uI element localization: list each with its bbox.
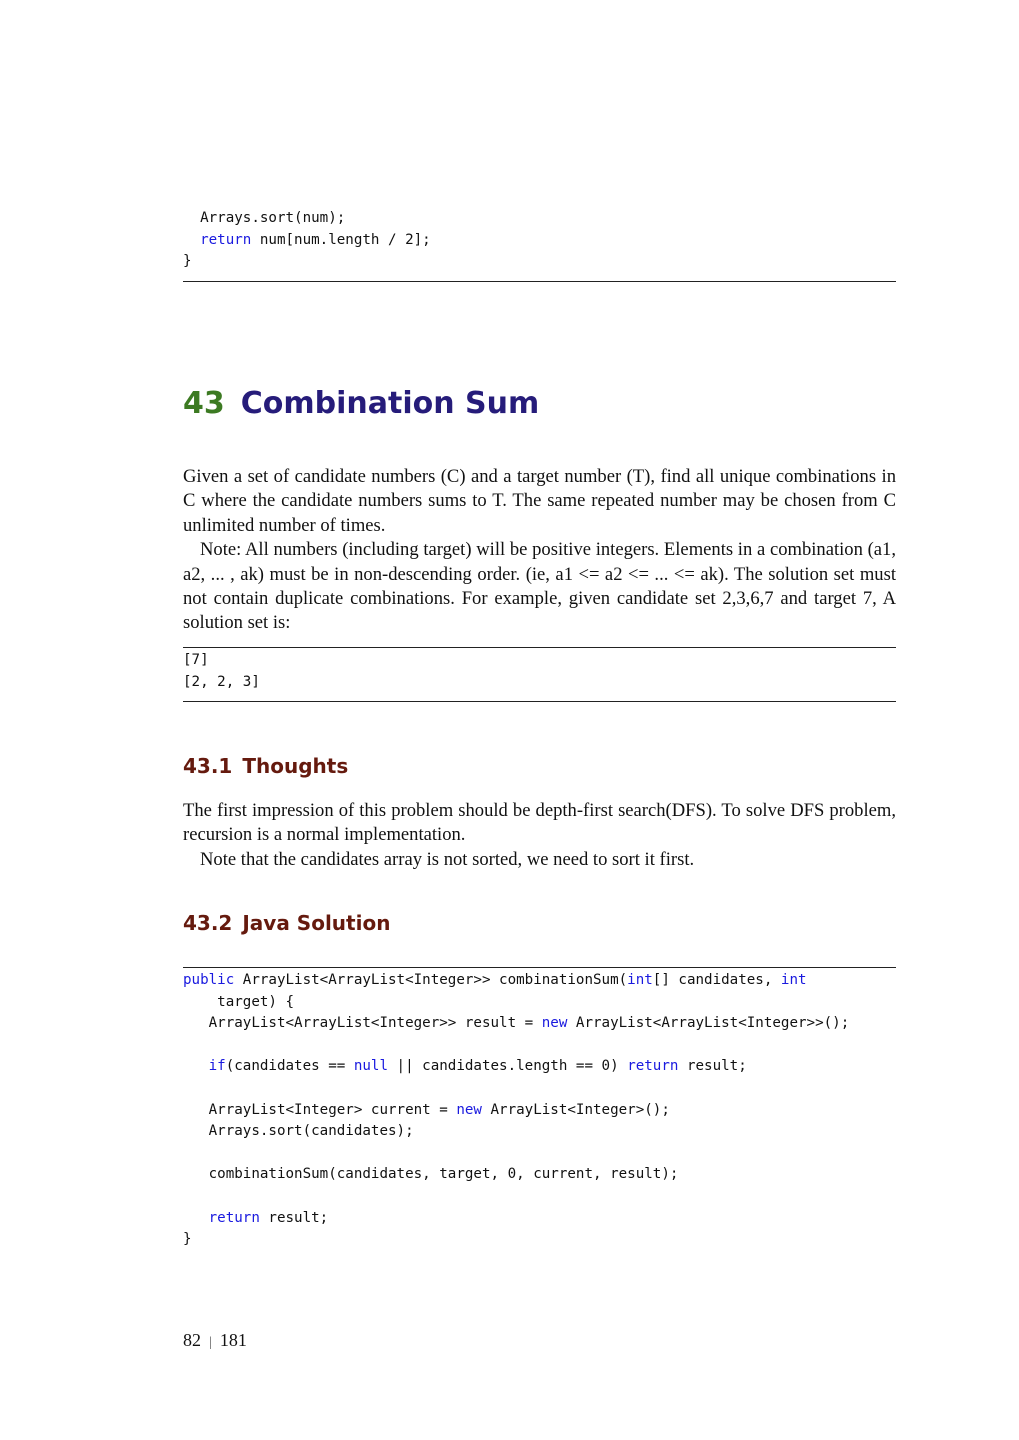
section-heading-java-solution — [183, 911, 896, 935]
code-keyword: if — [208, 1058, 226, 1075]
code-line — [183, 1164, 896, 1186]
example-output-code — [183, 650, 896, 693]
code-text: target) { — [183, 993, 295, 1010]
code-text: Arrays.sort(num); — [183, 210, 346, 226]
page-footer — [183, 1330, 896, 1351]
paragraph: The first impression of this problem should be depth-first search(DFS). To solve DFS problem, recursion is a normal implementation. — [183, 800, 896, 846]
code-text: } — [183, 253, 192, 270]
section-number: 43.2 — [183, 911, 233, 935]
code-line — [183, 251, 896, 273]
code-line — [183, 1121, 896, 1143]
code-keyword: null — [353, 1058, 389, 1075]
code-line — [183, 1208, 896, 1230]
paragraph: Note that the candidates array is not sorted, we need to sort it first. — [200, 848, 695, 870]
code-keyword: return — [200, 231, 252, 248]
paragraph: Note: All numbers (including target) will be positive integers. Elements in a combination (a1, a2, ... , ak) must be in non-descending order. (ie, a1 <= a2 <= ... <= ak). The solution set must not contain duplicate combinations. For example, given candidate set 2,3,6,7 and target 7, A solution set is: — [183, 539, 896, 634]
code-keyword: return — [208, 1209, 260, 1226]
code-text — [183, 1058, 209, 1074]
code-line — [183, 230, 896, 252]
code-keyword: public — [183, 972, 235, 988]
code-keyword: new — [456, 1101, 482, 1118]
code-text: || candidates.length == 0) — [388, 1058, 628, 1075]
code-text: combinationSum(candidates, target, 0, current, result); — [183, 1166, 679, 1183]
code-text: Arrays.sort(candidates); — [183, 1123, 414, 1140]
code-text: ArrayList<Integer> current = — [183, 1101, 457, 1118]
chapter-number: 43 — [183, 386, 225, 421]
code-line — [183, 992, 896, 1014]
code-text: [] candidates, — [652, 972, 781, 988]
chapter-title: Combination Sum — [240, 386, 540, 421]
rule — [183, 281, 896, 282]
code-text: ArrayList<ArrayList<Integer>>(); — [567, 1015, 850, 1032]
rule — [183, 967, 896, 968]
code-text: result; — [678, 1058, 747, 1075]
intro-text — [183, 465, 896, 636]
code-line — [183, 208, 896, 230]
thoughts-text — [183, 799, 896, 872]
section-title: Java Solution — [242, 911, 391, 935]
code-line — [183, 1056, 896, 1078]
paragraph: Given a set of candidate numbers (C) and a target number (T), find all unique combinations in C where the candidate numbers sums to T. The same repeated number may be chosen from C unlimited number of times. — [183, 466, 896, 536]
code-text: ArrayList<Integer>(); — [481, 1101, 670, 1118]
code-line — [183, 672, 896, 694]
code-text: [7] — [183, 652, 209, 668]
code-line — [183, 1078, 896, 1100]
code-text — [183, 232, 200, 248]
page-total: 181 — [219, 1330, 247, 1350]
code-text: (candidates == — [225, 1058, 354, 1075]
code-line — [183, 1143, 896, 1165]
code-line — [183, 970, 896, 992]
code-line — [183, 1100, 896, 1122]
solution-code — [183, 970, 896, 1251]
code-text: ArrayList<ArrayList<Integer>> combinationSum( — [234, 972, 628, 988]
page-number: 82 — [183, 1330, 201, 1350]
code-keyword: new — [541, 1015, 568, 1032]
code-line — [183, 1013, 896, 1035]
code-line — [183, 1229, 896, 1251]
code-text: result; — [259, 1209, 329, 1226]
code-text: ArrayList<ArrayList<Integer>> result = — [183, 1015, 542, 1032]
rule — [183, 647, 896, 648]
code-text: num[num.length / 2]; — [251, 231, 431, 248]
section-heading-thoughts — [183, 754, 896, 778]
code-keyword: int — [780, 972, 807, 988]
code-text: [2, 2, 3] — [183, 673, 260, 690]
code-text — [183, 1210, 209, 1226]
code-line — [183, 1035, 896, 1057]
code-line — [183, 1186, 896, 1208]
code-line — [183, 650, 896, 672]
footer-separator: | — [209, 1335, 212, 1350]
rule — [183, 701, 896, 702]
section-title: Thoughts — [242, 754, 349, 778]
section-number: 43.1 — [183, 754, 233, 778]
chapter-heading — [183, 386, 896, 421]
code-keyword: return — [627, 1058, 679, 1075]
code-keyword: int — [627, 972, 653, 988]
code-snippet-top — [183, 208, 896, 273]
code-text: } — [183, 1231, 192, 1248]
